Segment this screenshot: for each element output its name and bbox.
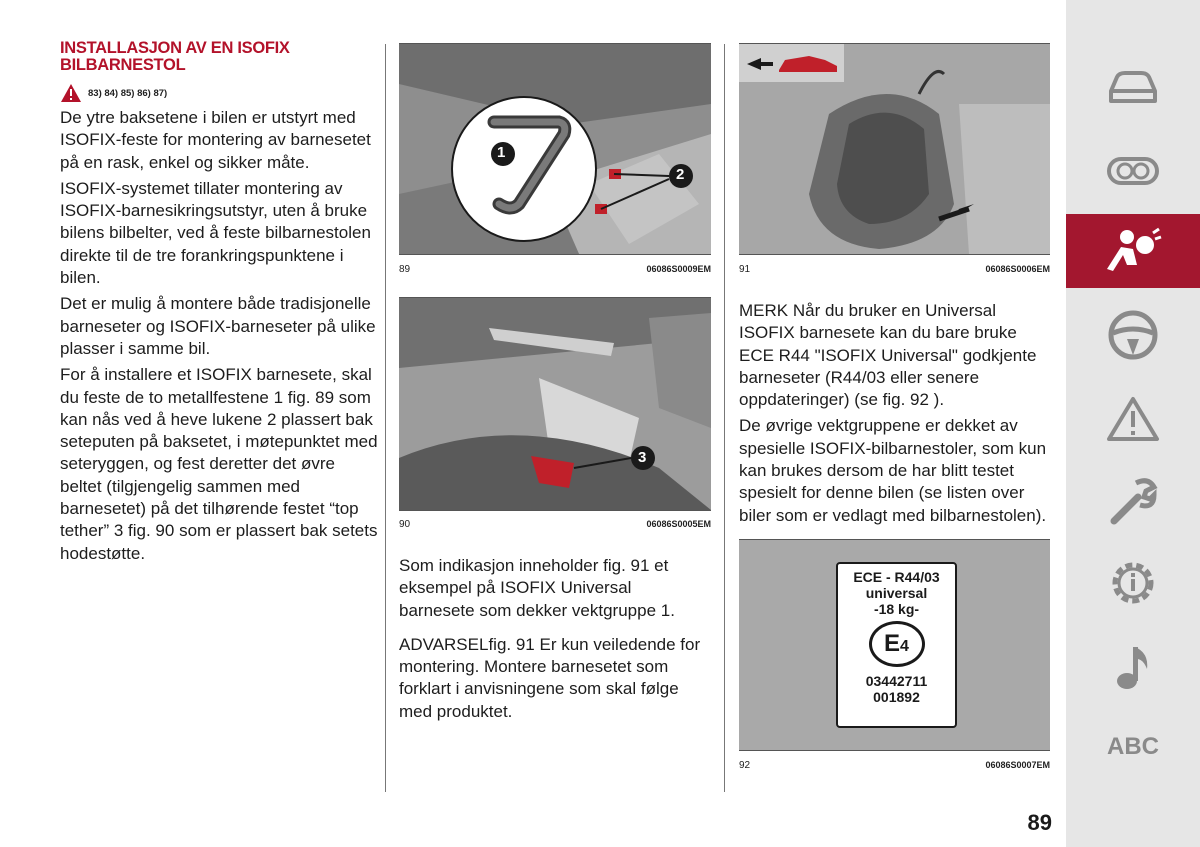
page-number: 89 xyxy=(1027,810,1052,835)
section-heading: INSTALLASJON AV EN ISOFIX BILBARNESTOL xyxy=(60,39,290,74)
callout-3: 3 xyxy=(638,449,647,466)
car-icon xyxy=(1105,67,1161,107)
figure-91-caption xyxy=(739,264,1050,275)
label-line-1: ECE - R44/03 xyxy=(853,569,940,585)
sidebar-item-maintenance[interactable] xyxy=(1066,464,1200,538)
figure-code: 06086S0006EM xyxy=(985,264,1050,274)
column-3-text xyxy=(739,300,1051,531)
e-mark: E xyxy=(884,630,901,657)
paragraph: MERK Når du bruker en Universal ISOFIX barnesete kan du bare bruke ECE R44 "ISOFIX Universal" godkjente barneseter (R44/03 eller senere oppdateringer) (se fig. 92 ). xyxy=(739,301,1037,410)
paragraph: De ytre baksetene i bilen er utstyrt med ISOFIX-feste for montering av barnesetet på en rask, enkel og sikker måte. xyxy=(60,108,371,172)
callout-2: 2 xyxy=(676,166,685,183)
wrench-icon xyxy=(1108,475,1158,527)
figure-number: 91 xyxy=(739,264,751,275)
figure-91-image xyxy=(739,43,1050,255)
sidebar-item-dashboard[interactable] xyxy=(1066,134,1200,208)
column-divider xyxy=(724,44,725,792)
sidebar-item-safety[interactable] xyxy=(1066,214,1200,288)
label-number-2: 001892 xyxy=(873,689,920,705)
column-2-text xyxy=(399,555,711,727)
label-line-2: universal xyxy=(865,585,928,601)
music-note-icon xyxy=(1113,641,1153,693)
sidebar-item-multimedia[interactable] xyxy=(1066,630,1200,704)
figure-number: 89 xyxy=(399,264,411,275)
figure-number: 90 xyxy=(399,519,411,530)
paragraph: Det er mulig å montere både tradisjonelle barneseter og ISOFIX-barneseter på ulike plasser i samme bil. xyxy=(60,294,376,358)
sidebar-item-warnings[interactable] xyxy=(1066,382,1200,456)
figure-code: 06086S0007EM xyxy=(985,760,1050,770)
sidebar-item-car[interactable] xyxy=(1066,50,1200,124)
figure-90-caption xyxy=(399,519,711,530)
figure-92-caption xyxy=(739,760,1050,771)
e-mark-sub: 4 xyxy=(900,638,909,655)
paragraph: For å installere et ISOFIX barnesete, skal du feste de to metallfestene 1 fig. 89 som kan nås ved å heve lukene 2 plassert bak seteputen på baksetet, i møtepunktet med seteryggen, og fest deretter det øvre beltet (tilgjengelig sammen med barnesetet) på det tilhørende festet “top tether” 3 fig. 90 som er plassert bak setets hodestøtte. xyxy=(60,365,378,563)
isofix-anchor-illustration xyxy=(399,44,711,254)
steering-wheel-icon xyxy=(1107,309,1159,361)
ece-approval-label xyxy=(836,562,957,728)
paragraph: Som indikasjon inneholder fig. 91 et eksempel på ISOFIX Universal barnesete som dekker vektgruppe 1. xyxy=(399,556,675,620)
warning-reference-row xyxy=(60,82,167,104)
abc-index-label: ABC xyxy=(1107,733,1159,760)
column-divider xyxy=(385,44,386,792)
figure-89-image xyxy=(399,43,711,255)
warning-references: 83) 84) 85) 86) 87) xyxy=(88,87,168,99)
warning-triangle-icon xyxy=(1106,395,1160,443)
info-gear-icon xyxy=(1107,557,1159,609)
sidebar-item-index[interactable] xyxy=(1066,710,1200,784)
airbag-icon xyxy=(1103,225,1163,277)
figure-89-caption xyxy=(399,264,711,275)
e-mark-circle xyxy=(869,621,925,667)
label-number-1: 03442711 xyxy=(865,673,928,689)
figure-90-image xyxy=(399,297,711,511)
label-line-3: -18 kg- xyxy=(873,601,920,617)
sidebar-item-technical-data[interactable] xyxy=(1066,546,1200,620)
figure-number: 92 xyxy=(739,760,751,771)
figure-code: 06086S0005EM xyxy=(646,519,711,529)
paragraph: De øvrige vektgruppene er dekket av spesielle ISOFIX-bilbarnestoler, som kun kan brukes dersom de har blitt testet spesielt for denne bilen (se listen over biler som er vedlagt med bilbarnestolen). xyxy=(739,416,1047,525)
paragraph: ISOFIX-systemet tillater montering av ISOFIX-barnesikringsutstyr, uten å bruke bilens bilbelter, ved å feste bilbarnestolen direkte til de tre forankringspunktene i bilen. xyxy=(60,178,371,288)
warning-triangle-icon xyxy=(60,83,82,103)
figure-92-image xyxy=(739,539,1050,751)
column-1-text xyxy=(60,107,378,569)
sidebar-item-driving[interactable] xyxy=(1066,298,1200,372)
paragraph: ADVARSELfig. 91 Er kun veiledende for montering. Montere barnesetet som forklart i anvisningene som skal følge med produktet. xyxy=(399,634,701,721)
callout-1: 1 xyxy=(497,144,506,161)
figure-code: 06086S0009EM xyxy=(646,264,711,274)
child-seat-illustration xyxy=(739,44,1050,254)
top-tether-illustration xyxy=(399,298,711,510)
dashboard-icon xyxy=(1105,151,1161,191)
chapter-sidebar xyxy=(1066,0,1200,847)
